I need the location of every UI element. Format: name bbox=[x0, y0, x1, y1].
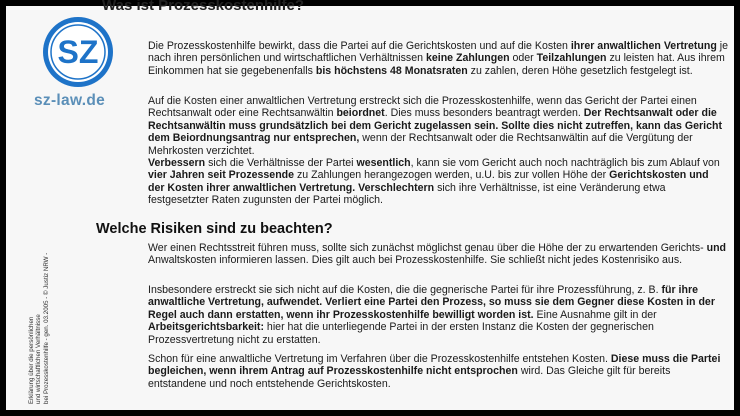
paragraph-5: Insbesondere erstreckt sie sich nicht auf die Kosten, die die gegnerische Partei für ihre Prozessführung, z. B. für ihre anwaltliche Vertretung, aufwendet. Verliert eine Partei den Prozess, so muss sie dem Gegner diese Kosten in der Regel auch dann erstatten, wenn ihr Prozesskostenhilfe bewilligt worden ist. Eine Ausnahme gilt in der Arbeitsgerichtsbarkeit: hier hat die unterliegende Partei in der ersten Instanz die Kosten der gegnerischen Prozessvertretung nicht zu erstatten. bbox=[148, 284, 715, 346]
logo-caption[interactable]: sz-law.de bbox=[34, 92, 106, 109]
paragraph-1: Die Prozesskostenhilfe bewirkt, dass die Partei auf die Gerichtskosten und auf die Kosten ihrer anwaltlichen Vertretung je nach ihren persönlichen und wirtschaftlichen Verhältnissen keine Zahlungen oder Teilzahlungen zu leisten hat. Aus ihrem Einkommen hat sie gegebenenfalls bis höchstens 48 Monatsraten zu zahlen, deren Höhe gesetzlich festgelegt ist. bbox=[148, 40, 729, 77]
side-note-line-1: Erklärung über die persönlichen bbox=[28, 316, 35, 404]
section-heading: Welche Risiken sind zu beachten? bbox=[96, 221, 333, 237]
paragraph-2: Auf die Kosten einer anwaltlichen Vertretung erstreckt sich die Prozesskostenhilfe, wenn das Gericht der Partei einen Rechtsanwalt oder eine Rechtsanwältin beiordnet. Dies muss besonders beantragt werden. Der Rechtsanwalt oder die Rechtsanwältin muss grundsätzlich bei dem Gericht zugelassen sein. Sollte dies nicht zutreffen, kann das Gericht dem Beiordnungsantrag nur entsprechen, wenn der Rechtsanwalt oder die Rechtsanwältin auf die Vergütung der Mehrkosten verzichtet. bbox=[148, 95, 722, 157]
paragraph-4: Wer einen Rechtsstreit führen muss, sollte sich zunächst möglichst genau über die Höhe der zu erwartenden Gerichts- und Anwaltskosten informieren lassen. Dies gilt auch bei Prozesskostenhilfe. Sie schließt nicht jedes Kostenrisiko aus. bbox=[148, 242, 727, 267]
sz-logo[interactable] bbox=[42, 16, 114, 88]
paragraph-6: Schon für eine anwaltliche Vertretung im Verfahren über die Prozesskostenhilfe entstehen Kosten. Diese muss die Partei begleichen, wenn ihrem Antrag auf Prozesskostenhilfe nicht entsprochen wird. Das Gleiche gilt für bereits entstandene und noch entstehende Gerichtskosten. bbox=[148, 353, 721, 390]
side-note-line-2: und wirtschaftlichen Verhältnisse bbox=[35, 314, 43, 404]
top-heading: Was ist Prozesskostenhilfe? bbox=[102, 0, 305, 14]
side-note-vertical bbox=[28, 184, 50, 404]
logo-initials: SZ bbox=[57, 34, 99, 70]
paragraph-3: Verbessern sich die Verhältnisse der Partei wesentlich, kann sie vom Gericht auch noch nachträglich bis zum Ablauf von vier Jahren seit Prozessende zu Zahlungen herangezogen werden, u.U. bis zur vollen Höhe der Gerichtskosten und der Kosten ihrer anwaltlichen Vertretung. Verschlechtern sich ihre Verhältnisse, ist eine Veränderung etwa festgesetzter Raten zugunsten der Partei möglich. bbox=[148, 157, 720, 207]
document-page bbox=[6, 0, 734, 410]
side-note-line-3: bei Prozesskostenhilfe - gen. 03.2005 - © Justiz NRW - bbox=[42, 252, 50, 404]
